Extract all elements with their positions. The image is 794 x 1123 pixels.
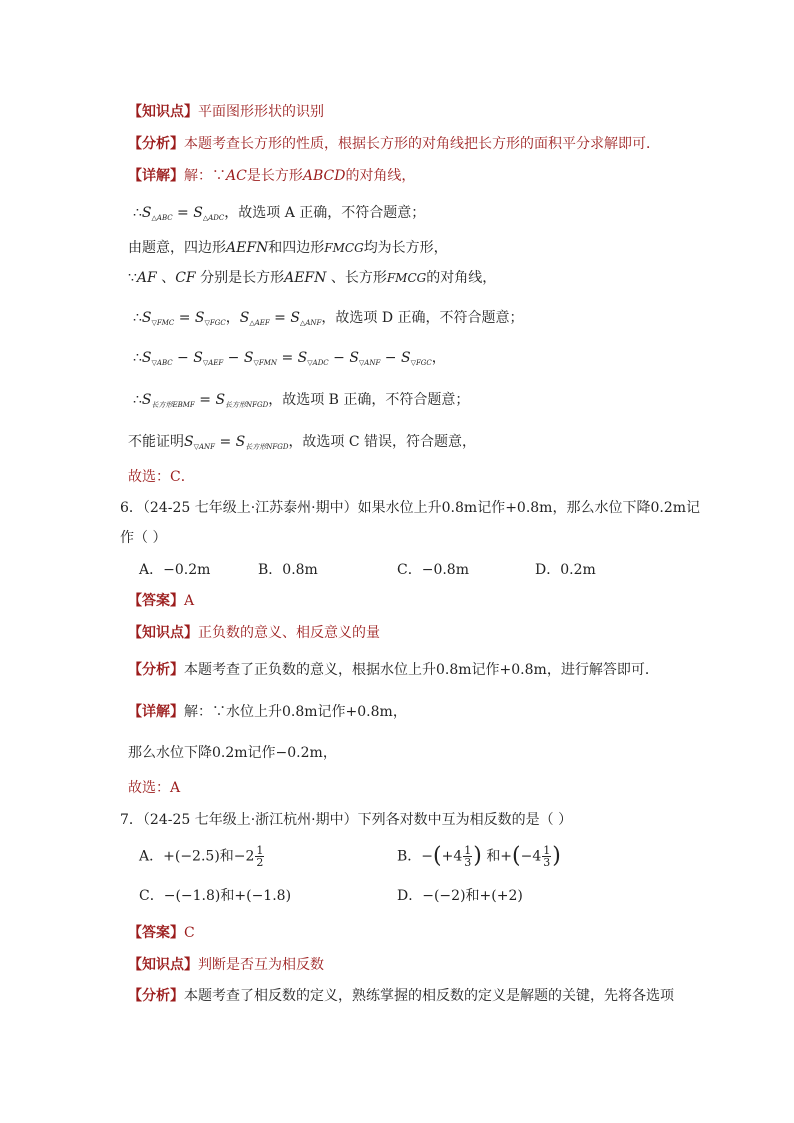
analysis-label: 【分析】 — [128, 988, 184, 1004]
q5-choose-line — [128, 467, 195, 487]
math-value: +0.8m — [505, 500, 553, 516]
q5-detail-line-4 — [128, 268, 496, 288]
math-sub: ▽FGC — [410, 359, 432, 367]
choose-text: 故选：C． — [128, 469, 195, 485]
math-sub: ▽AEF — [202, 359, 224, 367]
answer-value: C — [184, 925, 195, 941]
fraction-numerator: 1 — [256, 844, 264, 857]
q5-detail-line-2 — [133, 203, 425, 225]
math-abcd: ABCD — [302, 168, 346, 184]
detail-text: ，故选项 C 错误，符合题意， — [288, 434, 477, 450]
answer-value: A — [184, 593, 195, 609]
question-number: 6． — [120, 500, 143, 516]
math-fmcg: FMCG — [386, 271, 427, 285]
math-expr: − — [421, 848, 434, 865]
detail-text: 和四边形 — [268, 240, 325, 256]
q6-knowledge-line — [128, 623, 380, 643]
math-value: 0.8m — [282, 704, 318, 720]
math-expr: +4 — [441, 848, 463, 865]
fraction — [542, 845, 551, 868]
math-expr: +(−1.8) — [234, 888, 292, 904]
knowledge-label: 【知识点】 — [128, 625, 198, 641]
option-text: 和+ — [486, 848, 513, 865]
detail-text: 解：∵ — [184, 168, 226, 184]
math-fmcg: FMCG — [324, 241, 364, 255]
detail-text: 、 — [156, 270, 176, 286]
detail-text: ， — [392, 704, 407, 720]
choose-text: 故选：A — [128, 780, 181, 796]
detail-text: 是长方形 — [246, 168, 303, 184]
detail-text: ， — [431, 350, 446, 366]
therefore-symbol: ∴ — [133, 350, 142, 366]
detail-text: 记作 — [317, 704, 346, 720]
q6-stem-line-2 — [120, 528, 166, 548]
q7-option-d[interactable] — [397, 886, 523, 906]
q5-detail-line-7: $\therefore S_{长方形EBMF} = S_{长方形NFGD}$，故选项 B 正确，不符合题意； — [133, 392, 470, 409]
question-text: 作（ ） — [120, 530, 167, 546]
q7-stem-line — [120, 810, 572, 830]
fraction-numerator: 1 — [543, 844, 551, 857]
detail-label: 【详解】 — [128, 704, 184, 720]
math-expr: −2 — [233, 848, 255, 865]
math-aefn: AEFN — [226, 240, 269, 256]
q7-option-b[interactable]: B．−(+4 $\frac{1}{3}$ ) 和+(−4 $\frac{1}{3}$ ) — [397, 843, 561, 869]
q6-option-c[interactable] — [397, 560, 469, 580]
math-aefn: AEFN — [284, 270, 327, 286]
fraction — [463, 845, 472, 868]
math-sub: ▽ADC — [307, 359, 329, 367]
math-ac: AC — [226, 168, 247, 184]
analysis-text: 本题考查长方形的性质，根据长方形的对角线把长方形的面积平分求解即可． — [184, 136, 660, 152]
question-text: 记作 — [477, 500, 506, 516]
math-eq: = — [172, 205, 194, 221]
math-sub: ▽FGC — [204, 319, 226, 327]
q5-detail-line-3 — [128, 238, 448, 258]
because-symbol: ∵ — [128, 270, 137, 286]
question-source: （24-25 七年级上·浙江杭州·期中） — [142, 812, 358, 828]
question-number: 7． — [120, 812, 143, 828]
math-value: 0.8m — [441, 500, 478, 516]
fraction-numerator: 1 — [464, 844, 472, 857]
math-af: AF — [136, 270, 157, 286]
detail-text: 解：∵水位上升 — [184, 704, 282, 720]
detail-text: ，故选项 A 正确，不符合题意； — [224, 205, 426, 221]
option-text: 和 — [220, 888, 235, 904]
math-value: 0.8m — [436, 662, 472, 678]
detail-text: 那么水位下降 — [128, 745, 212, 761]
question-text: ，那么水位下降 — [552, 500, 651, 516]
detail-text: ，故选项 D 正确，不符合题意； — [321, 310, 524, 326]
option-label: B． — [397, 848, 422, 865]
q6-option-a[interactable] — [139, 560, 210, 580]
q7-answer-line — [128, 923, 195, 943]
math-expr: −(−1.8) — [163, 888, 221, 904]
q7-option-c[interactable] — [139, 886, 291, 906]
math-sub: △ABC — [151, 214, 173, 222]
math-value: −0.2m — [275, 745, 323, 761]
math-sub: ▽FMC — [151, 319, 175, 327]
q6-answer-line — [128, 591, 194, 611]
detail-text: 的对角线， — [426, 270, 497, 286]
question-text: 记 — [686, 500, 701, 516]
analysis-label: 【分析】 — [128, 662, 184, 678]
therefore-symbol: ∴ — [133, 205, 142, 221]
option-label: C． — [139, 888, 164, 904]
math-sub: 长方形EBMF — [151, 401, 195, 409]
math-sub: ▽ANF — [358, 359, 381, 367]
fraction — [255, 845, 264, 868]
knowledge-value: 正负数的意义、相反意义的量 — [198, 625, 380, 641]
q5-detail-line-5: $\therefore S_{▽FMC} = S_{▽FGC}$，$S_{\triangle AEF} = S_{\triangle ANF}$，故选项 D 正确，不符合题意； — [133, 310, 524, 327]
q7-analysis-line — [128, 986, 674, 1006]
q5-detail-line-1 — [128, 166, 415, 186]
math-sub: △ADC — [202, 214, 225, 222]
question-text: 如果水位上升 — [357, 500, 442, 516]
option-text: B．0.8m — [258, 562, 318, 578]
knowledge-value: 平面图形形状的识别 — [198, 104, 324, 120]
detail-text: 由题意，四边形 — [128, 240, 226, 256]
q5-knowledge-line — [128, 102, 324, 122]
detail-text: 不能证明 — [128, 434, 184, 450]
math-sub: ▽ABC — [151, 359, 173, 367]
option-text: D．0.2m — [535, 562, 596, 578]
detail-label: 【详解】 — [128, 168, 184, 184]
q6-option-b[interactable] — [258, 560, 318, 580]
answer-label: 【答案】 — [128, 925, 184, 941]
question-text: 下列各对数中互为相反数的是（ ） — [357, 812, 573, 828]
fraction-denominator: 2 — [256, 856, 264, 869]
q7-knowledge-line — [128, 955, 324, 975]
math-value: +0.8m — [499, 662, 547, 678]
q7-option-a[interactable] — [139, 845, 265, 868]
detail-text: 记作 — [247, 745, 276, 761]
math-cf: CF — [175, 270, 196, 286]
therefore-symbol: ∴ — [133, 392, 142, 408]
math-s: S — [193, 205, 203, 221]
option-text: C．−0.8m — [397, 562, 469, 578]
math-expr: −4 — [520, 848, 542, 865]
math-sub: 长方形NFGD — [225, 401, 269, 409]
analysis-text: ，进行解答即可． — [546, 662, 659, 678]
math-sub: ▽ANF — [193, 443, 216, 451]
q6-detail-line-2 — [128, 743, 337, 763]
math-sub: 长方形NFGD — [245, 443, 289, 451]
therefore-symbol: ∴ — [133, 310, 142, 326]
math-sub: ▽FMN — [253, 359, 278, 367]
q5-detail-line-8: 不能证明$S_{▽ANF} = S_{长方形NFGD}$，故选项 C 错误，符合题意， — [128, 434, 477, 451]
math-value: 0.2m — [650, 500, 687, 516]
detail-text: 的对角线， — [345, 168, 416, 184]
math-expr: −(−2) — [422, 888, 466, 904]
q6-choose-line — [128, 778, 180, 798]
math-sub: △ANF — [299, 319, 322, 327]
detail-text: 均为长方形， — [363, 240, 448, 256]
option-text: A．−0.2m — [139, 562, 211, 578]
q5-detail-line-6: $\therefore S_{▽ABC} - S_{▽AEF} - S_{▽FMN} = S_{▽ADC} - S_{▽ANF} - S_{▽FGC}$， — [133, 350, 446, 367]
detail-text: ， — [322, 745, 337, 761]
q6-option-d[interactable] — [535, 560, 596, 580]
fraction-denominator: 3 — [464, 856, 472, 869]
option-text: 和 — [219, 848, 234, 865]
q6-analysis-line — [128, 660, 659, 680]
option-text: 和 — [465, 888, 480, 904]
math-sub: △AEF — [249, 319, 270, 327]
analysis-text: 记作 — [471, 662, 500, 678]
math-expr: +(+2) — [479, 888, 523, 904]
analysis-label: 【分析】 — [128, 136, 184, 152]
option-label: D． — [397, 888, 423, 904]
analysis-text: 本题考查了正负数的意义，根据水位上升 — [184, 662, 436, 678]
analysis-text: 本题考查了相反数的定义，熟练掌握的相反数的定义是解题的关键，先将各选项 — [184, 988, 674, 1004]
math-value: +0.8m — [345, 704, 393, 720]
q5-analysis-line — [128, 134, 660, 154]
question-source: （24-25 七年级上·江苏泰州·期中） — [142, 500, 358, 516]
detail-text: ，故选项 B 正确，不符合题意； — [268, 392, 470, 408]
answer-label: 【答案】 — [128, 593, 184, 609]
fraction-denominator: 3 — [543, 856, 551, 869]
q6-stem-line-1 — [120, 498, 700, 518]
math-expr: +(−2.5) — [163, 848, 220, 865]
detail-text: 、长方形 — [326, 270, 387, 286]
q6-detail-line-1 — [128, 702, 407, 722]
knowledge-value: 判断是否互为相反数 — [198, 957, 324, 973]
option-label: A． — [139, 848, 164, 865]
knowledge-label: 【知识点】 — [128, 957, 198, 973]
knowledge-label: 【知识点】 — [128, 104, 198, 120]
detail-text: 分别是长方形 — [195, 270, 285, 286]
math-s: S — [141, 205, 152, 221]
math-value: 0.2m — [212, 745, 248, 761]
